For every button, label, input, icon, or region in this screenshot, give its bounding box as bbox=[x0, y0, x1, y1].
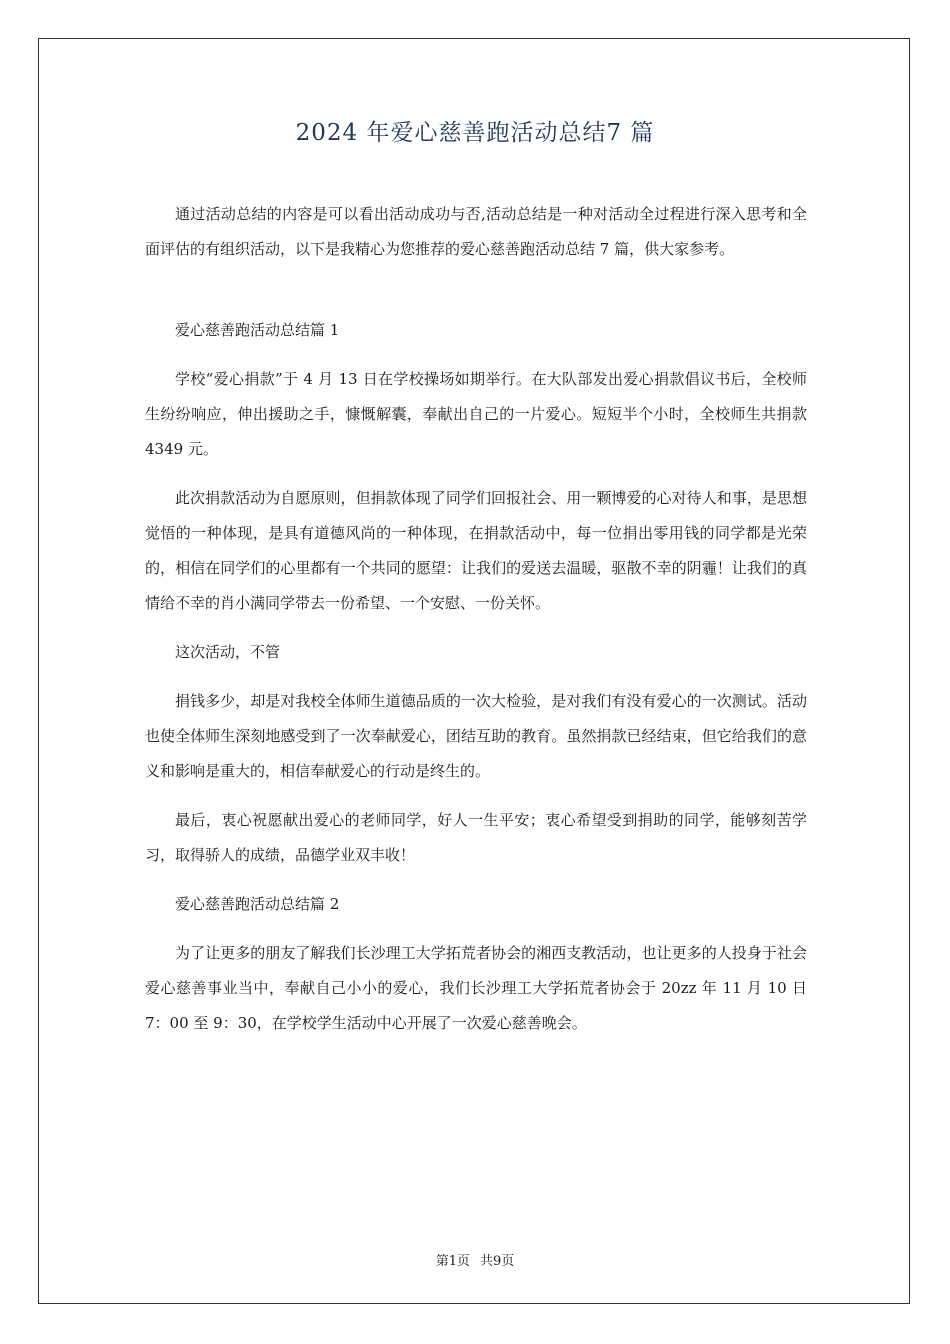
section-heading-2: 爱心慈善跑活动总结篇 2 bbox=[175, 895, 340, 913]
body-paragraph: 此次捐款活动为自愿原则，但捐款体现了同学们回报社会、用一颗博爱的心对待人和事，是思想觉悟的一种体现，是具有道德风尚的一种体现，在捐款活动中，每一位捐出零用钱的同学都是光荣的，相信在同学们的心里都有一个共同的愿望：让我们的爱送去温暖，驱散不幸的阴霾！让我们的真情给不幸的肖小满同学带去一份希望、一个安慰、一份关怀。 bbox=[145, 489, 807, 612]
body-paragraph: 学校“爱心捐款”于 4 月 13 日在学校操场如期举行。在大队部发出爱心捐款倡议书后，全校师生纷纷响应，伸出援助之手，慷慨解囊，奉献出自己的一片爱心。短短半个小时，全校师生共捐款 4349 元。 bbox=[145, 370, 807, 458]
page-number: 第1页 bbox=[435, 1254, 470, 1269]
document-title: 2024 年爱心慈善跑活动总结7 篇 bbox=[295, 120, 655, 146]
intro-paragraph: 通过活动总结的内容是可以看出活动成功与否,活动总结是一种对活动全过程进行深入思考和全面评估的有组织活动，以下是我精心为您推荐的爱心慈善跑活动总结 7 篇，供大家参考。 bbox=[145, 205, 807, 258]
page-total: 共9页 bbox=[480, 1254, 515, 1269]
page-footer bbox=[0, 1250, 950, 1269]
section-heading-1: 爱心慈善跑活动总结篇 1 bbox=[175, 321, 340, 339]
document-body bbox=[145, 197, 807, 1055]
body-paragraph: 为了让更多的朋友了解我们长沙理工大学拓荒者协会的湘西支教活动，也让更多的人投身于社会爱心慈善事业当中，奉献自己小小的爱心，我们长沙理工大学拓荒者协会于 20zz 年 11 月 10 日 7：00 至 9：30，在学校学生活动中心开展了一次爱心慈善晚会。 bbox=[145, 944, 807, 1032]
body-paragraph: 这次活动，不管 bbox=[175, 643, 281, 661]
body-paragraph: 最后，衷心祝愿献出爱心的老师同学，好人一生平安；衷心希望受到捐助的同学，能够刻苦学习，取得骄人的成绩，品德学业双丰收！ bbox=[145, 811, 807, 864]
body-paragraph: 捐钱多少，却是对我校全体师生道德品质的一次大检验，是对我们有没有爱心的一次测试。活动也使全体师生深刻地感受到了一次奉献爱心，团结互助的教育。虽然捐款已经结束，但它给我们的意义和影响是重大的，相信奉献爱心的行动是终生的。 bbox=[145, 692, 807, 780]
